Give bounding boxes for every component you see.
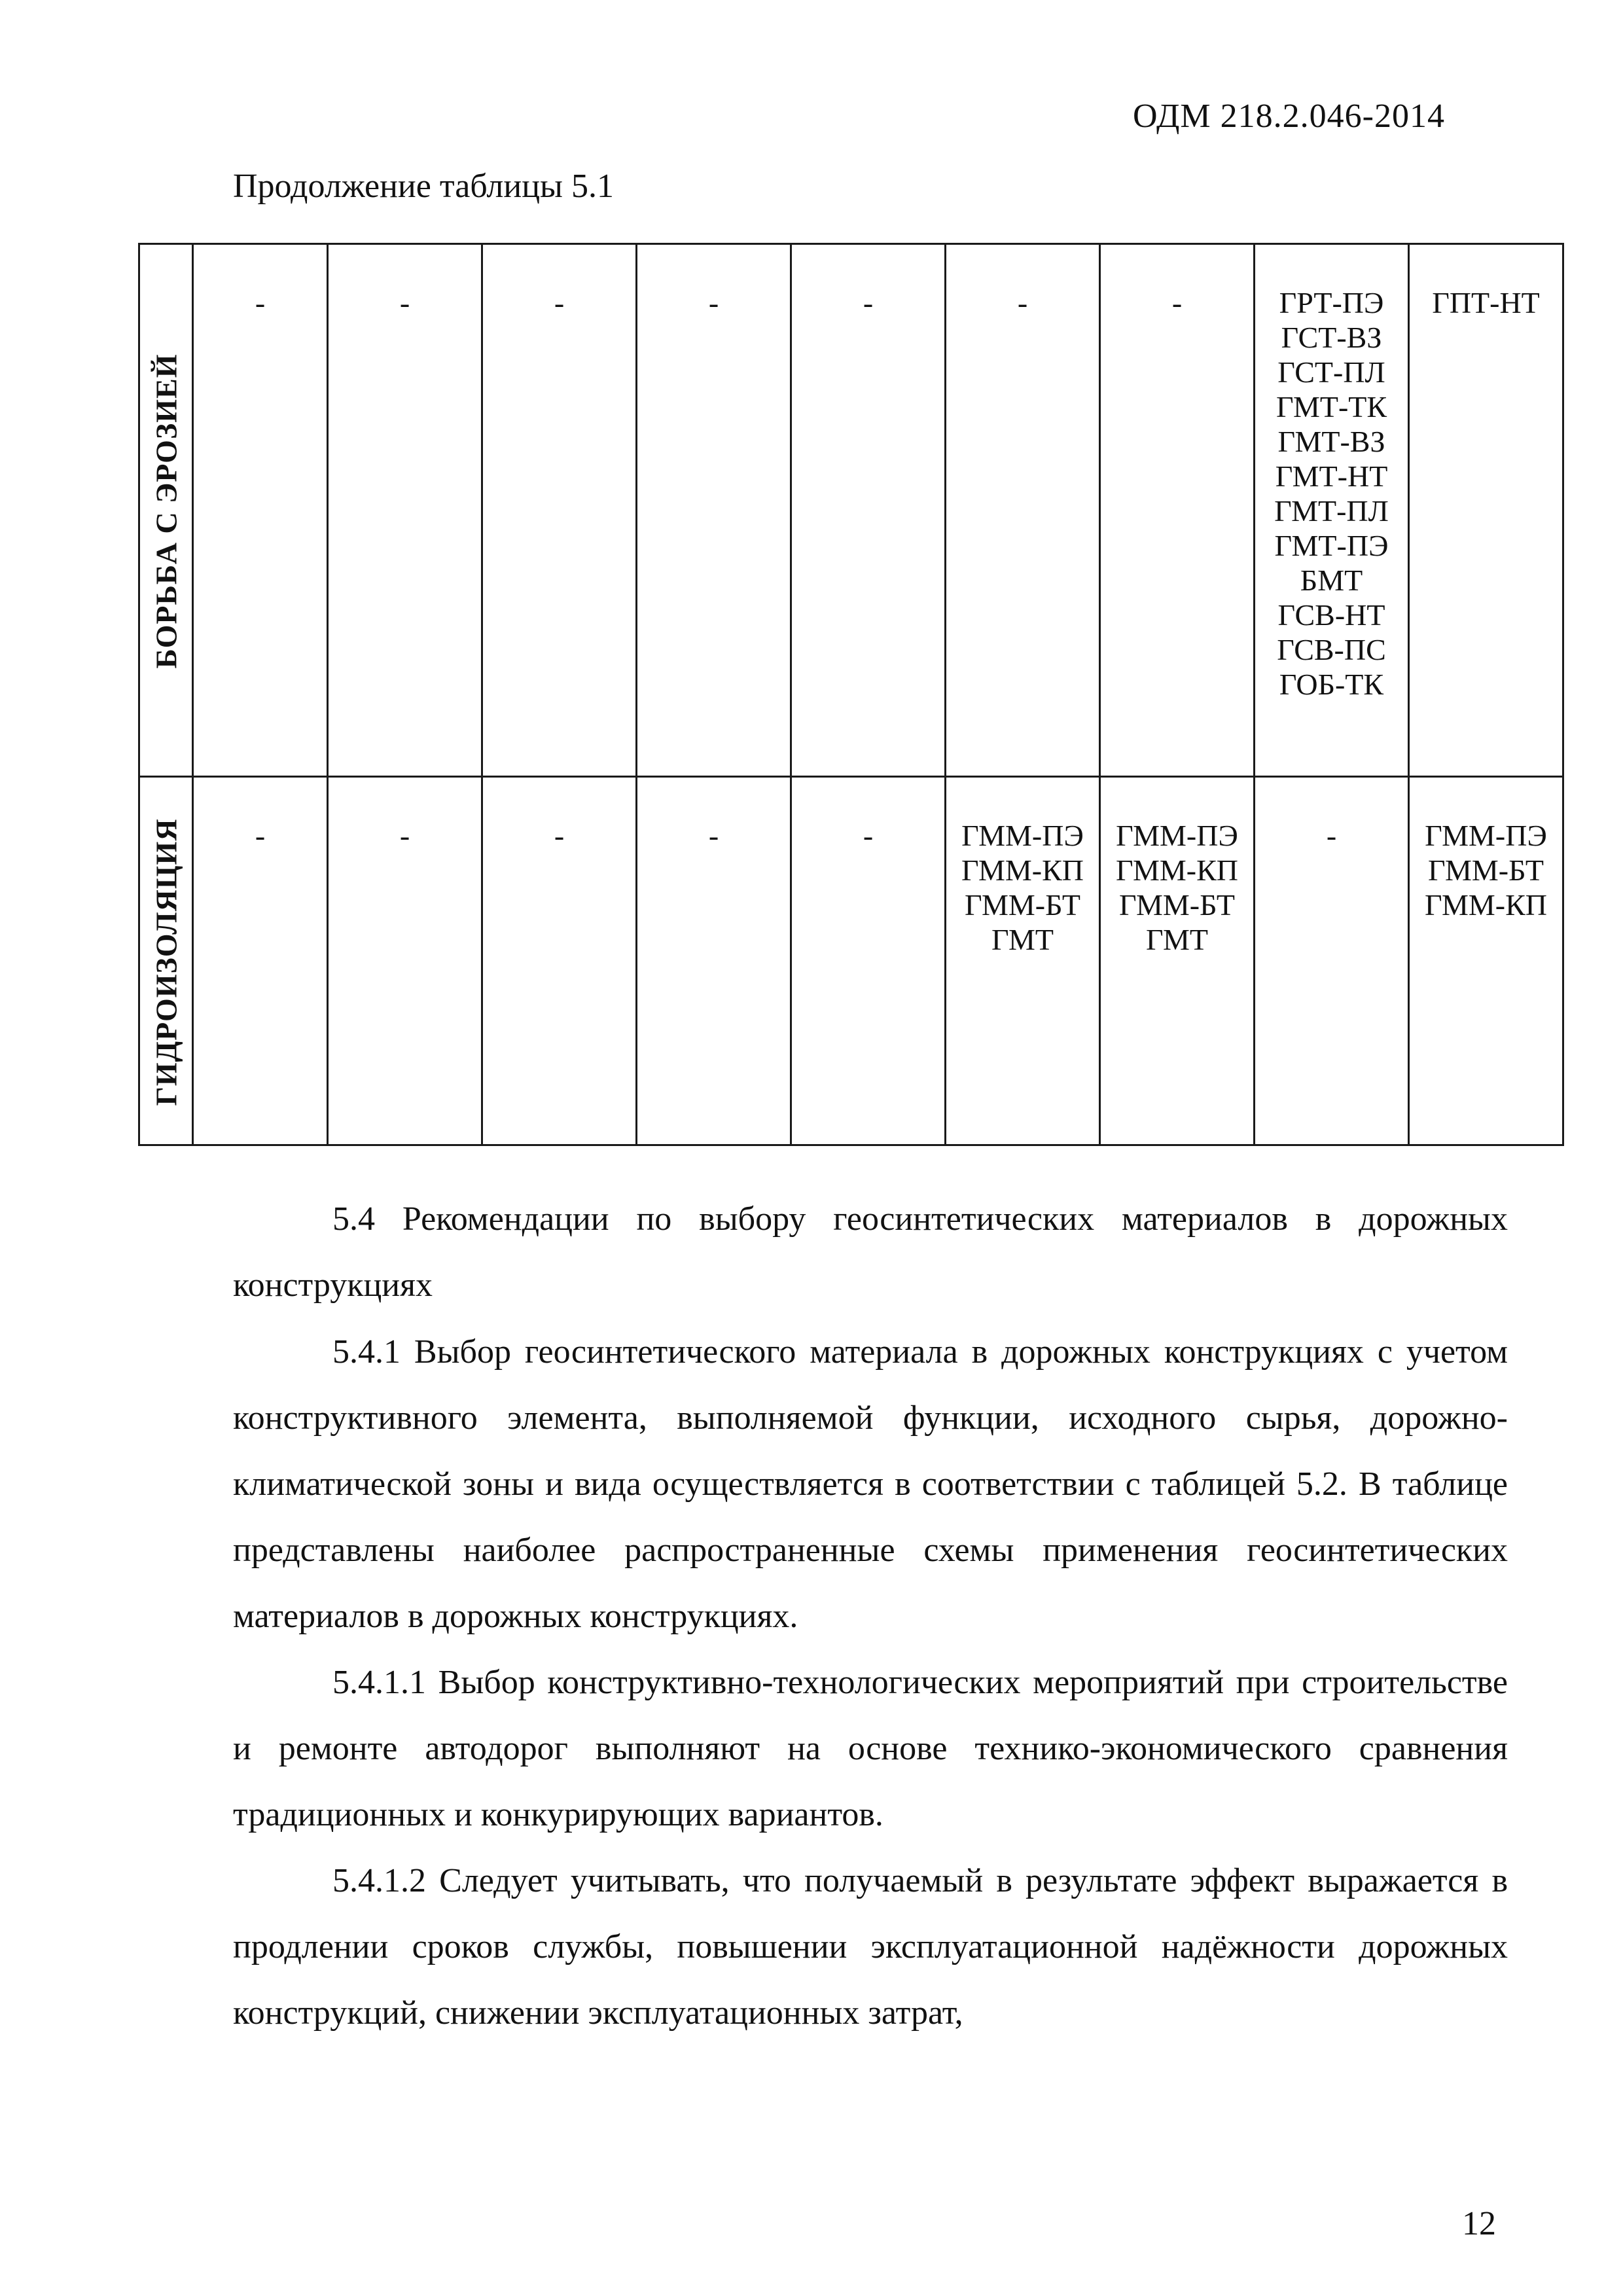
material-code: ГММ-КП	[1115, 853, 1238, 887]
material-code: -	[255, 819, 266, 852]
material-code: ГСТ-ПЛ	[1277, 355, 1385, 389]
table-cell	[946, 777, 1100, 1145]
material-code: -	[863, 819, 874, 852]
table-cell	[791, 244, 946, 777]
material-code: ГПТ-НТ	[1432, 286, 1540, 319]
page-number: 12	[1462, 2205, 1496, 2242]
table-cell	[637, 244, 791, 777]
materials-table	[138, 243, 1564, 1146]
material-code: ГМТ-ПЛ	[1274, 494, 1389, 528]
material-code: ГММ-БТ	[964, 888, 1080, 922]
table-cell	[791, 777, 946, 1145]
table-cell	[1100, 777, 1255, 1145]
material-code: ГМТ	[991, 923, 1054, 956]
table-cell	[1409, 777, 1563, 1145]
paragraph-5-4-1-1: 5.4.1.1 Выбор конструктивно-технологических мероприятий при строительстве и ремонте автодорог выполняют на основе технико-экономического сравнения традиционных и конкурирующих вариантов.	[233, 1664, 1508, 1833]
material-code: ГММ-КП	[1424, 888, 1547, 922]
material-code: ГМТ-ПЭ	[1274, 529, 1389, 562]
material-code: -	[1017, 286, 1028, 319]
material-code: ГМТ-ВЗ	[1277, 425, 1385, 458]
table-row	[139, 244, 1563, 777]
material-code: ГММ-БТ	[1118, 888, 1235, 922]
material-code: ГМТ-ТК	[1275, 390, 1387, 423]
row-header-label: ГИДРОИЗОЛЯЦИЯ	[149, 817, 183, 1106]
material-code: -	[708, 286, 719, 319]
material-code: -	[399, 819, 410, 852]
table-cell	[482, 244, 637, 777]
material-code: ГРТ-ПЭ	[1279, 286, 1384, 319]
paragraph-5-4-1-2: 5.4.1.2 Следует учитывать, что получаемый в результате эффект выражается в продлении сроков службы, повышении эксплуатационной надёжности дорожных конструкций, снижении эксплуатационных затрат,	[233, 1862, 1508, 2032]
material-code: ГММ-ПЭ	[961, 819, 1084, 852]
material-code: ГММ-ПЭ	[1425, 819, 1547, 852]
table-cell	[193, 777, 328, 1145]
document-code: ОДМ 218.2.046-2014	[1133, 98, 1445, 135]
table-cell	[1100, 244, 1255, 777]
material-code: ГОБ-ТК	[1279, 668, 1384, 701]
table-cell	[328, 244, 482, 777]
material-code: -	[554, 819, 565, 852]
material-code: -	[1326, 819, 1337, 852]
row-header	[139, 777, 193, 1145]
table-cell	[328, 777, 482, 1145]
table-cell	[482, 777, 637, 1145]
material-code: ГСВ-ПС	[1277, 633, 1386, 666]
material-code: -	[863, 286, 874, 319]
material-code: -	[554, 286, 565, 319]
material-code: ГММ-ПЭ	[1116, 819, 1238, 852]
row-header-label: БОРЬБА С ЭРОЗИЕЙ	[149, 353, 183, 669]
material-code: ГММ-БТ	[1427, 853, 1544, 887]
table-cell	[946, 244, 1100, 777]
material-code: -	[399, 286, 410, 319]
table-cell	[1255, 244, 1409, 777]
material-code: -	[255, 286, 266, 319]
material-code: ГММ-КП	[961, 853, 1084, 887]
material-code: БМТ	[1300, 564, 1363, 597]
table-cell	[1409, 244, 1563, 777]
section-heading-5-4: 5.4 Рекомендации по выбору геосинтетических материалов в дорожных конструкциях	[233, 1200, 1508, 1304]
material-code: ГСТ-ВЗ	[1281, 321, 1382, 354]
material-code: -	[708, 819, 719, 852]
table-caption: Продолжение таблицы 5.1	[233, 168, 614, 205]
table-cell	[193, 244, 328, 777]
material-code: ГМТ-НТ	[1275, 459, 1388, 493]
table-row	[139, 777, 1563, 1145]
material-code: ГМТ	[1146, 923, 1208, 956]
paragraph-5-4-1: 5.4.1 Выбор геосинтетического материала в дорожных конструкциях с учетом конструктивного элемента, выполняемой функции, исходного сырья, дорожно-климатической зоны и вида осуществляется в соответствии с таблицей 5.2. В таблице представлены наиболее распространенные схемы применения геосинтетических материалов в дорожных конструкциях.	[233, 1333, 1508, 1635]
material-code: ГСВ-НТ	[1277, 598, 1385, 632]
table-cell	[637, 777, 791, 1145]
material-code: -	[1171, 286, 1183, 319]
row-header	[139, 244, 193, 777]
table-cell	[1255, 777, 1409, 1145]
